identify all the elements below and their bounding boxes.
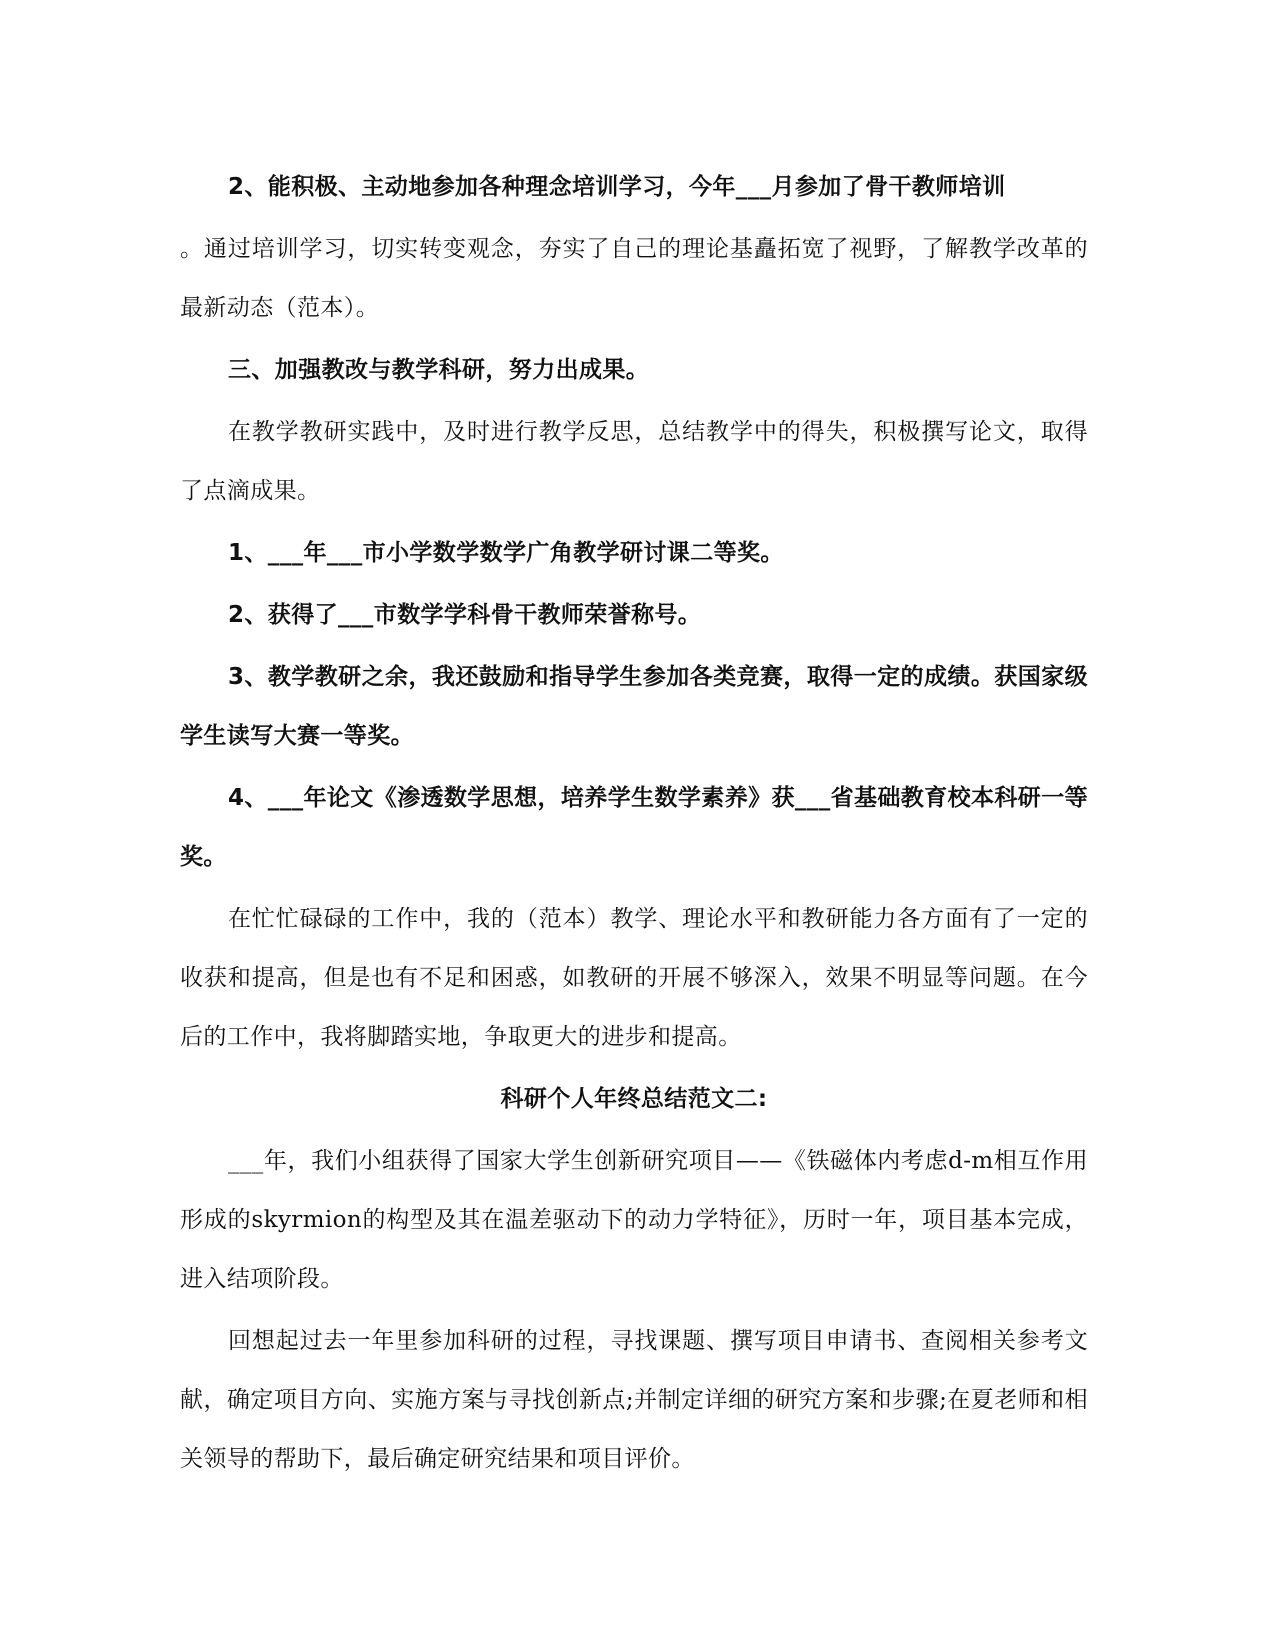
paragraph-training: 2、能积极、主动地参加各种理念培训学习，今年___月参加了骨干教师培训 (228, 174, 1006, 200)
achievement-item-3: 3、教学教研之余，我还鼓励和指导学生参加各类竞赛，取得一定的成绩。获国家级学生读写大赛一等奖。 (180, 664, 1088, 749)
paragraph-training-continued: 。通过培训学习，切实转变观念，夯实了自己的理论基矗拓宽了视野，了解教学改革的最新动态（范本）。 (180, 236, 1088, 321)
achievement-item-4: 4、___年论文《渗透数学思想，培养学生数学素养》获___省基础教育校本科研一等奖。 (180, 785, 1089, 870)
document-page (180, 158, 1088, 1492)
paragraph-summary: 在忙忙碌碌的工作中，我的（范本）教学、理论水平和教研能力各方面有了一定的收获和提高，但是也有不足和困惑，如教研的开展不够深入，效果不明显等问题。在今后的工作中，我将脚踏实地，争取更大的进步和提高。 (180, 906, 1088, 1050)
paragraph-reflection: 在教学教研实践中，及时进行教学反思，总结教学中的得失，积极撰写论文，取得了点滴成果。 (180, 419, 1088, 504)
achievement-item-2: 2、获得了___市数学学科骨干教师荣誉称号。 (228, 602, 702, 628)
paragraph-process: 回想起过去一年里参加科研的过程，寻找课题、撰写项目申请书、查阅相关参考文献，确定项目方向、实施方案与寻找创新点;并制定详细的研究方案和步骤;在夏老师和相关领导的帮助下，最后确定研究结果和项目评价。 (180, 1328, 1088, 1472)
paragraph-project: ___年，我们小组获得了国家大学生创新研究项目——《铁磁体内考虑d-m相互作用形成的skyrmion的构型及其在温差驱动下的动力学特征》，历时一年，项目基本完成，进入结项阶段。 (180, 1148, 1088, 1292)
section-title-example-two: 科研个人年终总结范文二: (500, 1086, 768, 1112)
section-heading-research: 三、加强教改与教学科研，努力出成果。 (228, 357, 650, 383)
achievement-item-1: 1、___年___市小学数学数学广角教学研讨课二等奖。 (228, 540, 784, 566)
